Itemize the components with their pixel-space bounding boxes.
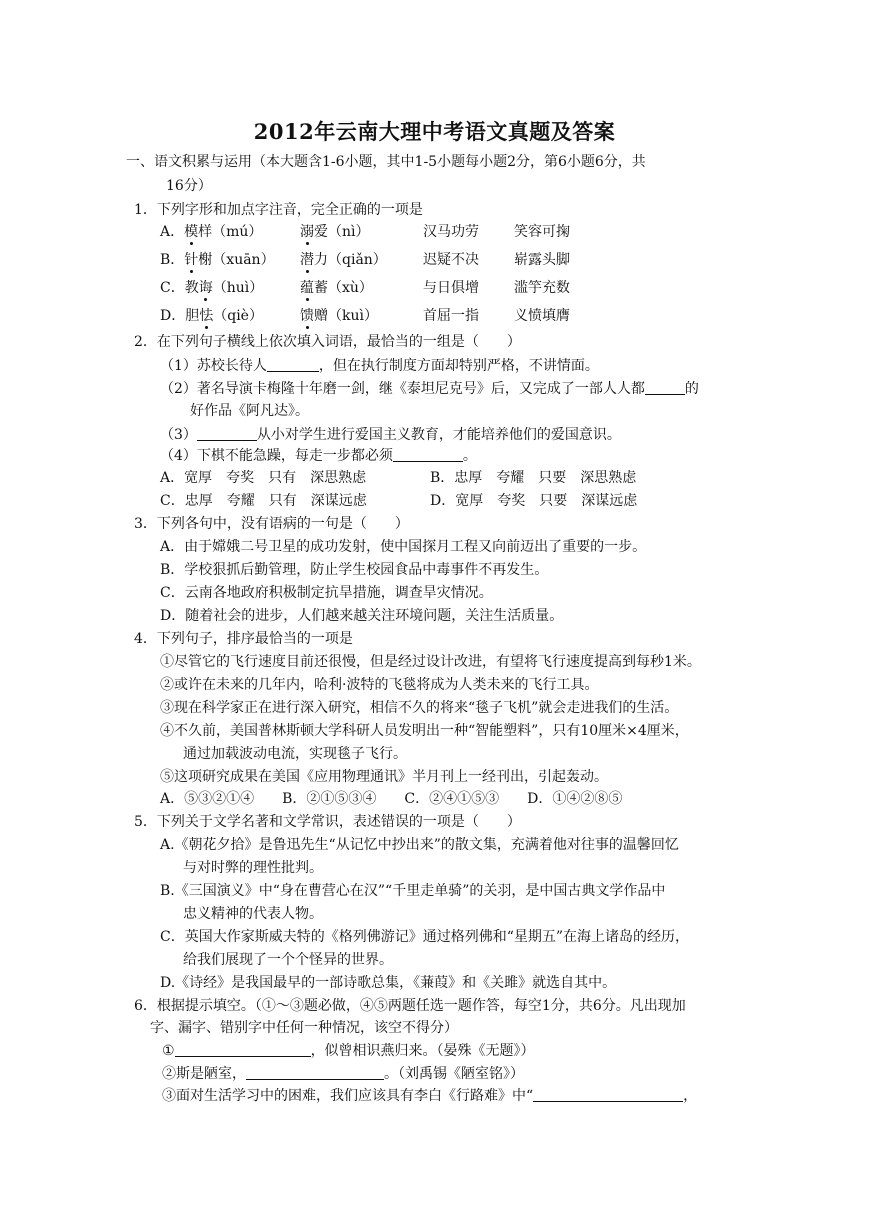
fill-blank[interactable] — [246, 1065, 384, 1080]
q2-option-a: A．宽厚 夸奖 只有 深思熟虑 — [160, 470, 367, 486]
q5-option-d: D.《诗经》是我国最早的一部诗歌总集，《蒹葭》和《关雎》就选自其中。 — [160, 975, 617, 991]
q2-sentence-2-cont: 好作品《阿凡达》。 — [190, 403, 309, 419]
q1-option-d-word1 — [160, 306, 263, 326]
q1-option-c-word1 — [160, 278, 263, 298]
page-title: 2012年云南大理中考语文真题及答案 — [253, 119, 616, 144]
item-text: ③面对生活学习中的困难，我们应该具有李白《行路难》中“ — [162, 1088, 534, 1104]
option-letter: B． — [160, 252, 185, 268]
q1-option-d-idiom2: 义愤填膺 — [514, 308, 570, 324]
fill-blank[interactable] — [533, 1087, 683, 1102]
section-heading: 一、语文积累与运用（本大题含1-6小题，其中1-5小题每小题2分，第6小题6分，共 — [126, 154, 646, 170]
q2-sentence-1 — [160, 356, 599, 376]
q1-option-a-word2 — [300, 222, 370, 242]
q1-option-d-idiom1: 首屈一指 — [423, 308, 479, 324]
question-6-stem-cont: 字、漏字、错别字中任何一种情况，该空不得分） — [150, 1020, 458, 1036]
fill-blank[interactable] — [267, 357, 319, 372]
question-4-stem: 4．下列句子，排序最恰当的一项是 — [134, 631, 353, 647]
word-text: 赠（kuì） — [314, 308, 378, 324]
q2-sentence-3 — [160, 425, 621, 445]
sentence-text: （3） — [160, 427, 197, 443]
q5-option-a: A.《朝花夕拾》是鲁迅先生“从记忆中抄出来”的散文集，充满着他对往事的温馨回忆 — [160, 837, 679, 853]
dotted-char: 潜 — [300, 252, 314, 268]
q2-sentence-2 — [160, 379, 699, 399]
q1-option-a-idiom2: 笑容可掬 — [514, 224, 570, 240]
item-text: ， — [683, 1088, 698, 1104]
q4-sentence-1: ①尽管它的飞行速度目前还很慢，但是经过设计改进，有望将飞行速度提高到每秒1米。 — [160, 654, 701, 670]
q5-option-a-cont: 与对时弊的理性批判。 — [183, 860, 323, 876]
dotted-char: 模 — [184, 224, 199, 240]
q5-option-b-cont: 忠义精神的代表人物。 — [183, 906, 323, 922]
q6-item-1 — [162, 1041, 535, 1061]
q1-option-b-idiom1: 迟疑不决 — [423, 252, 479, 268]
q1-option-c-idiom1: 与日俱增 — [423, 280, 479, 296]
sentence-text: （1）苏校长待人 — [160, 358, 267, 374]
q4-options: A．⑤③②①④ B．②①⑤③④ C．②④①⑤③ D．①④②⑧⑤ — [160, 791, 623, 807]
question-2-stem: 2．在下列句子横线上依次填入词语，最恰当的一组是（ ） — [134, 334, 521, 350]
item-text: 。（刘禹锡《陋室铭》） — [384, 1066, 524, 1082]
word-text: 爱（nì） — [314, 224, 370, 240]
q1-option-c-word2 — [300, 278, 373, 298]
dotted-char: 蕴 — [300, 280, 314, 296]
q3-option-d: D．随着社会的进步，人们越来越关注环境问题，关注生活质量。 — [160, 608, 564, 624]
q4-sentence-2: ②或许在未来的几年内，哈利·波特的飞毯将成为人类未来的飞行工具。 — [160, 677, 599, 693]
sentence-text: （4）下棋不能急躁，每走一步都必须 — [160, 448, 393, 464]
word-text: 蓄（xù） — [314, 280, 373, 296]
q2-option-b: B．忠厚 夸耀 只要 深思熟虑 — [430, 470, 637, 486]
q5-option-c-cont: 给我们展现了一个个怪异的世界。 — [183, 952, 393, 968]
q4-sentence-4: ④不久前，美国普林斯顿大学科研人员发明出一种“智能塑料”，只有10厘米×4厘米， — [160, 723, 689, 739]
q5-option-c: C．英国大作家斯威夫特的《格列佛游记》通过格列佛和“星期五”在海上诸岛的经历， — [160, 929, 690, 945]
question-1-stem: 1．下列字形和加点字注音，完全正确的一项是 — [134, 202, 423, 218]
sentence-text: 。 — [462, 448, 477, 464]
q6-item-3 — [162, 1086, 697, 1106]
question-6-stem: 6．根据提示填空。（①～③题必做，④⑤两题任选一题作答，每空1分，共6分。凡出现加 — [134, 998, 686, 1014]
word-text: （qiè） — [213, 308, 263, 324]
item-text: ②斯是陋室， — [162, 1066, 246, 1082]
q2-sentence-4 — [160, 446, 477, 466]
q1-option-a-idiom1: 汉马功劳 — [423, 224, 479, 240]
word-text: 样（mú） — [198, 224, 263, 240]
dotted-char: 怯 — [199, 308, 214, 324]
q5-option-b: B.《三国演义》中“身在曹营心在汉”“千里走单骑”的关羽，是中国古典文学作品中 — [160, 883, 666, 899]
dotted-char: 馈 — [300, 308, 314, 324]
q2-option-d: D．宽厚 夸奖 只要 深谋远虑 — [430, 493, 638, 509]
option-letter: A． — [160, 224, 185, 240]
dotted-char: 针 — [184, 252, 199, 268]
q1-option-b-word2 — [300, 250, 387, 270]
q1-option-c-idiom2: 滥竽充数 — [514, 280, 570, 296]
word-text: 榭（xuān） — [198, 252, 275, 268]
fill-blank[interactable] — [197, 426, 257, 441]
sentence-text: ，但在执行制度方面却特别严格，不讲情面。 — [318, 358, 599, 374]
option-letter: C．教 — [160, 280, 199, 296]
q1-option-d-word2 — [300, 306, 378, 326]
question-3-stem: 3．下列各句中，没有语病的一句是（ ） — [134, 516, 409, 532]
q1-option-a-word1 — [160, 222, 262, 242]
q4-sentence-4-cont: 通过加载波动电流，实现毯子飞行。 — [183, 746, 407, 762]
word-text: （huì） — [212, 280, 264, 296]
section-heading-cont: 16分） — [166, 178, 212, 194]
q1-option-b-idiom2: 崭露头脚 — [514, 252, 570, 268]
q3-option-a: A．由于嫦娥二号卫星的成功发射，使中国探月工程又向前迈出了重要的一步。 — [160, 539, 647, 555]
q3-option-c: C．云南各地政府积极制定抗旱措施，调查旱灾情况。 — [160, 585, 493, 601]
sentence-text: （2）著名导演卡梅隆十年磨一剑，继《泰坦尼克号》后，又完成了一部人人都 — [160, 381, 645, 397]
word-text: 力（qiǎn） — [314, 252, 387, 268]
dotted-char: 溺 — [300, 224, 314, 240]
question-5-stem: 5．下列关于文学名著和文学常识，表述错误的一项是（ ） — [134, 814, 521, 830]
fill-blank[interactable] — [175, 1042, 311, 1057]
fill-blank[interactable] — [393, 447, 463, 462]
dotted-char: 诲 — [198, 280, 213, 296]
q1-option-b-word1 — [160, 250, 275, 270]
sentence-text: 从小对学生进行爱国主义教育，才能培养他们的爱国意识。 — [256, 427, 621, 443]
q4-sentence-3: ③现在科学家正在进行深入研究，相信不久的将来“毯子飞机”就会走进我们的生活。 — [160, 700, 679, 716]
fill-blank[interactable] — [645, 380, 685, 395]
q2-option-c: C．忠厚 夸耀 只有 深谋远虑 — [160, 493, 367, 509]
sentence-text: 的 — [684, 381, 699, 397]
option-letter: D．胆 — [160, 308, 200, 324]
q6-item-2 — [162, 1064, 524, 1084]
item-text: ，似曾相识燕归来。（晏殊《无题》） — [310, 1043, 535, 1059]
q3-option-b: B．学校狠抓后勤管理，防止学生校园食品中毒事件不再发生。 — [160, 562, 549, 578]
q4-sentence-5: ⑤这项研究成果在美国《应用物理通讯》半月刊上一经刊出，引起轰动。 — [160, 769, 608, 785]
item-text: ① — [162, 1043, 175, 1059]
